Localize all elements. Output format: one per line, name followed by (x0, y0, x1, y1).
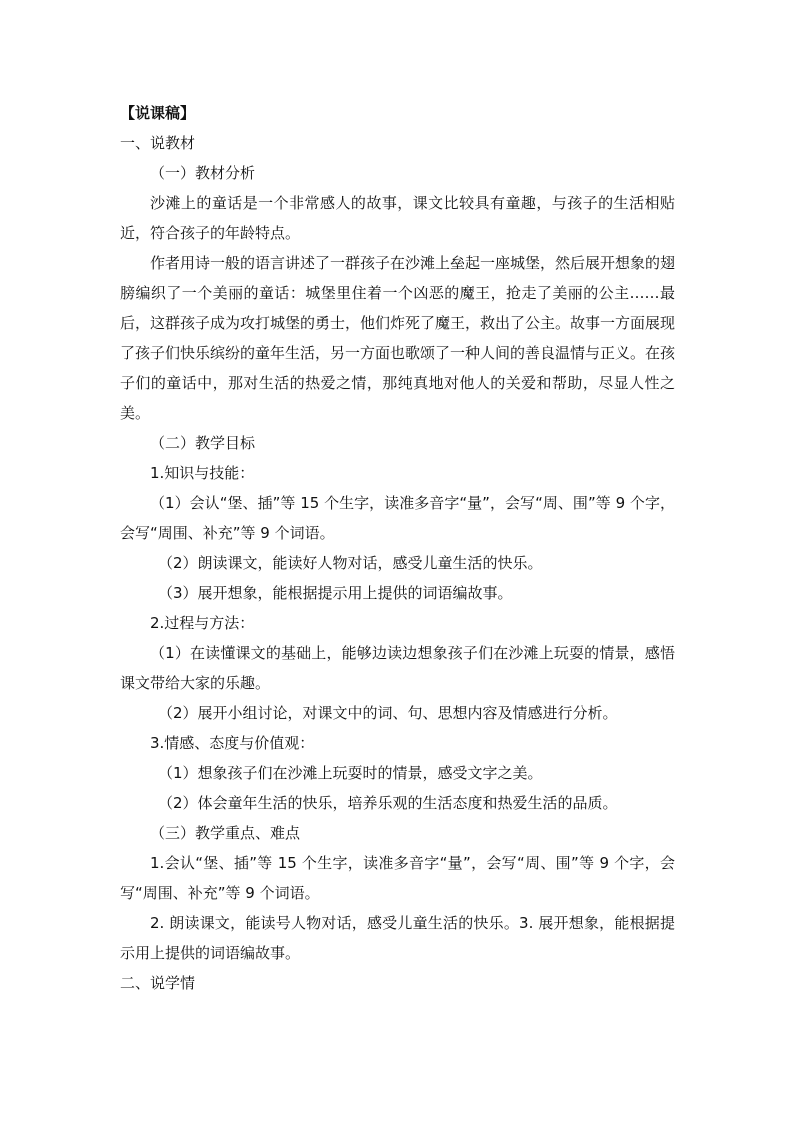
subsection-heading-2: （二）教学目标 (150, 434, 256, 452)
objective-1-item-3: （3）展开想象，能根据提示用上提供的词语编故事。 (158, 584, 513, 602)
key-point-1: 1.会认“堡、插”等 15 个生字，读准多音字“量”，会写“周、围”等 9 个字，会写“周围、补充”等 9 个词语。 (120, 854, 675, 902)
objective-2-item-2: （2）展开小组讨论，对课文中的词、句、思想内容及情感进行分析。 (158, 704, 618, 722)
objective-1-item-2: （2）朗读课文，能读好人物对话，感受儿童生活的快乐。 (158, 554, 543, 572)
section-heading-2: 二、说学情 (120, 974, 196, 992)
section-heading-1: 一、说教材 (120, 134, 196, 152)
objective-3-title: 3.情感、态度与价值观： (150, 734, 315, 752)
document-body (120, 98, 675, 998)
paragraph-2: 作者用诗一般的语言讲述了一群孩子在沙滩上垒起一座城堡，然后展开想象的翅膀编织了一个美丽的童话：城堡里住着一个凶恶的魔王，抢走了美丽的公主……最后，这群孩子成为攻打城堡的勇士，他们炸死了魔王，救出了公主。故事一方面展现了孩子们快乐缤纷的童年生活，另一方面也歌颂了一种人间的善良温情与正义。在孩子们的童话中，那对生活的热爱之情，那纯真地对他人的关爱和帮助，尽显人性之美。 (120, 254, 676, 422)
objective-1-title: 1.知识与技能： (150, 464, 255, 482)
objective-3-item-1: （1）想象孩子们在沙滩上玩耍时的情景，感受文字之美。 (158, 764, 543, 782)
objective-3-item-2: （2）体会童年生活的快乐，培养乐观的生活态度和热爱生活的品质。 (158, 794, 618, 812)
subsection-heading-1: （一）教材分析 (150, 164, 256, 182)
key-point-2: 2. 朗读课文，能读号人物对话，感受儿童生活的快乐。3. 展开想象，能根据提示用上提供的词语编故事。 (120, 914, 675, 962)
paragraph-1: 沙滩上的童话是一个非常感人的故事，课文比较具有童趣，与孩子的生活相贴近，符合孩子的年龄特点。 (120, 194, 675, 242)
document-title: 【说课稿】 (120, 104, 196, 122)
objective-1-item-1: （1）会认“堡、插”等 15 个生字，读准多音字“量”，会写“周、围”等 9 个字，会写“周围、补充”等 9 个词语。 (120, 494, 675, 542)
objective-2-item-1: （1）在读懂课文的基础上，能够边读边想象孩子们在沙滩上玩耍的情景，感悟课文带给大家的乐趣。 (120, 644, 675, 692)
subsection-heading-3: （三）教学重点、难点 (150, 824, 301, 842)
objective-2-title: 2.过程与方法： (150, 614, 255, 632)
